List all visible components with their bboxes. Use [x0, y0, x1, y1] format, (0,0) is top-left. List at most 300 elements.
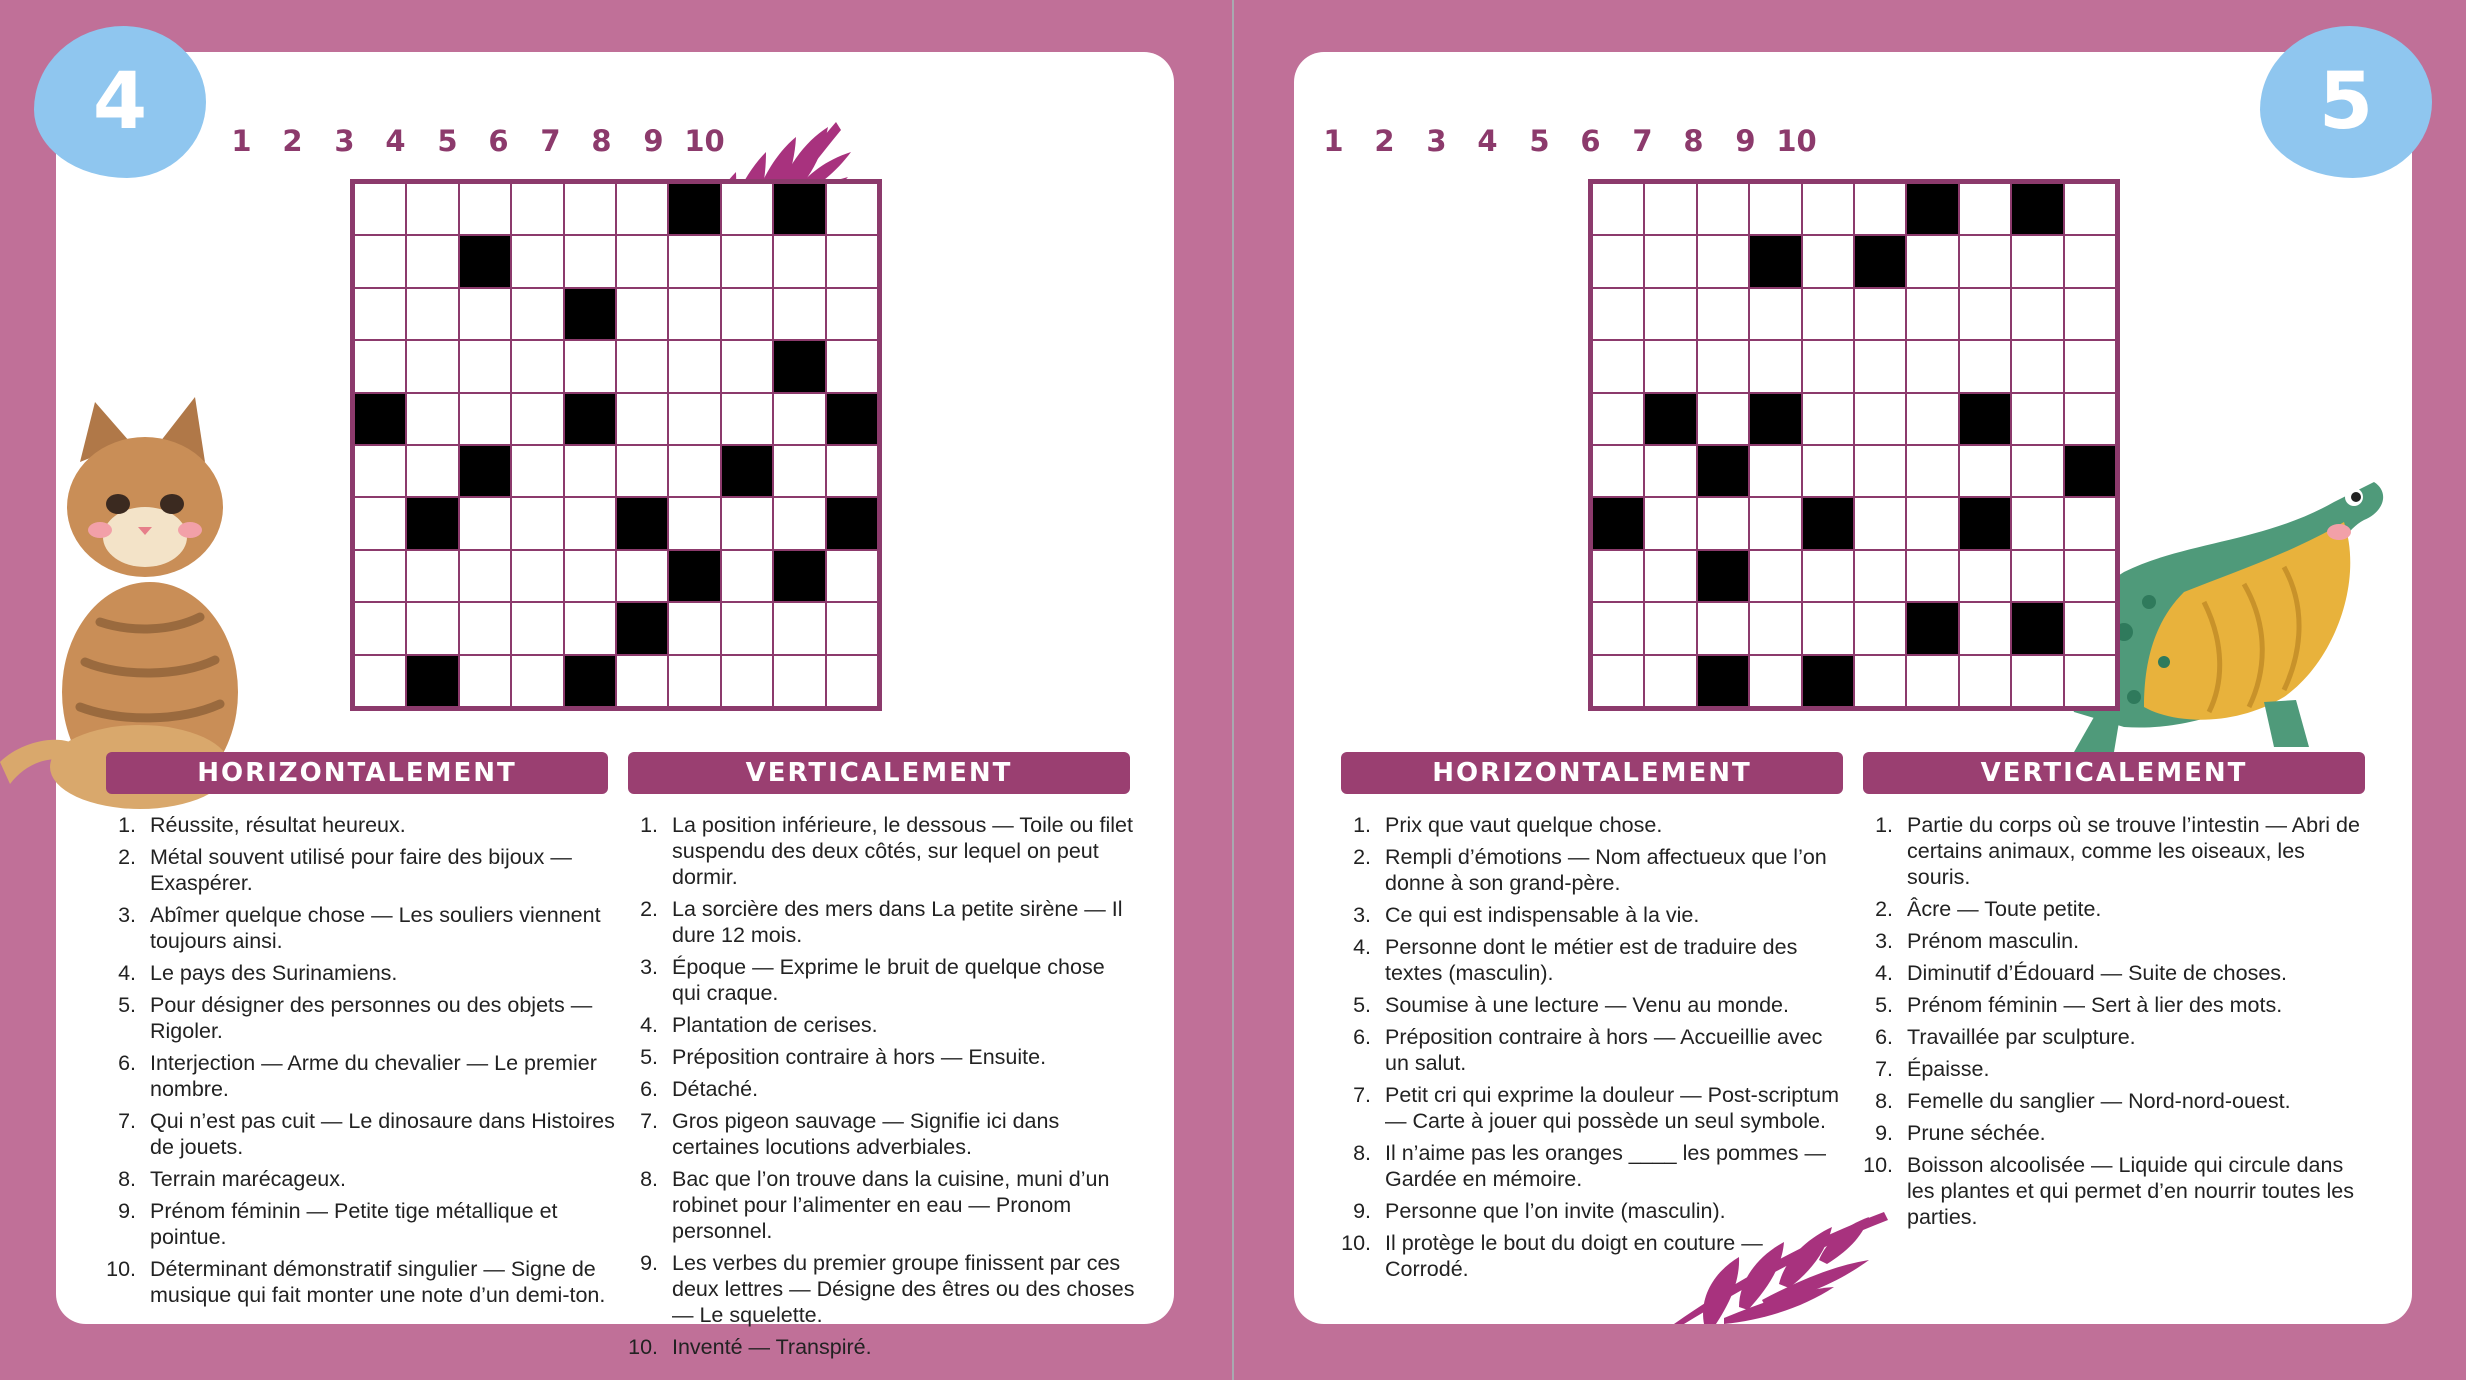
- clue-text: Prénom féminin — Sert à lier des mots.: [1907, 993, 2283, 1017]
- grid-cell[interactable]: [774, 289, 824, 339]
- grid-cell[interactable]: [565, 236, 615, 286]
- grid-cell[interactable]: [774, 498, 824, 548]
- grid-cell[interactable]: [512, 184, 562, 234]
- grid-cell[interactable]: [460, 289, 510, 339]
- clue-item: [1863, 1152, 2373, 1230]
- grid-cell[interactable]: [617, 289, 667, 339]
- clue-number: 10.: [1863, 1153, 1893, 1177]
- grid-cell[interactable]: [1803, 236, 1853, 286]
- grid-cell[interactable]: [565, 498, 615, 548]
- grid-cell[interactable]: [1803, 184, 1853, 234]
- grid-cell[interactable]: [2012, 236, 2062, 286]
- grid-cell[interactable]: [1698, 341, 1748, 391]
- grid-cell[interactable]: [1645, 603, 1695, 653]
- grid-cell[interactable]: [1593, 184, 1643, 234]
- grid-cell[interactable]: [669, 656, 719, 706]
- clue-number: 7.: [640, 1109, 658, 1133]
- black-cell: [722, 446, 772, 496]
- grid-cell[interactable]: [617, 656, 667, 706]
- grid-cell[interactable]: [512, 289, 562, 339]
- black-cell: [460, 236, 510, 286]
- clue-text: Inventé — Transpiré.: [672, 1335, 872, 1359]
- clue-item: [628, 1334, 1138, 1360]
- grid-cell[interactable]: [1645, 341, 1695, 391]
- clue-item: [1341, 1140, 1851, 1192]
- grid-cell[interactable]: [407, 184, 457, 234]
- grid-cell[interactable]: [1907, 289, 1957, 339]
- column-number: 7: [1632, 124, 1653, 158]
- clue-text: Travaillée par sculpture.: [1907, 1025, 2136, 1049]
- grid-cell[interactable]: [1960, 603, 2010, 653]
- grid-cell[interactable]: [669, 289, 719, 339]
- clue-number: 4.: [640, 1013, 658, 1037]
- clue-text: Prénom féminin — Petite tige métallique et pointue.: [150, 1199, 558, 1249]
- grid-cell[interactable]: [1960, 289, 2010, 339]
- grid-cell[interactable]: [1645, 446, 1695, 496]
- grid-cell[interactable]: [774, 394, 824, 444]
- grid-cell[interactable]: [617, 236, 667, 286]
- puzzle-page-5: [1294, 52, 2412, 1324]
- clue-item: [106, 1050, 616, 1102]
- clue-item: [628, 1250, 1138, 1328]
- grid-cell[interactable]: [1855, 551, 1905, 601]
- column-number: 10: [1776, 124, 1817, 158]
- black-cell: [1960, 498, 2010, 548]
- grid-cell[interactable]: [2012, 289, 2062, 339]
- grid-cell[interactable]: [669, 394, 719, 444]
- grid-cell[interactable]: [1750, 498, 1800, 548]
- black-cell: [355, 394, 405, 444]
- column-number: 9: [643, 124, 664, 158]
- grid-cell[interactable]: [2065, 498, 2115, 548]
- grid-cell[interactable]: [1750, 289, 1800, 339]
- grid-cell[interactable]: [1750, 446, 1800, 496]
- grid-cell[interactable]: [1907, 551, 1957, 601]
- grid-cell[interactable]: [827, 603, 877, 653]
- down-header: VERTICALEMENT: [1863, 752, 2365, 794]
- black-cell: [565, 394, 615, 444]
- clue-number: 1.: [1875, 813, 1893, 837]
- grid-cell[interactable]: [2012, 394, 2062, 444]
- grid-cell[interactable]: [2065, 551, 2115, 601]
- clue-item: [1341, 812, 1851, 838]
- clue-text: Terrain marécageux.: [150, 1167, 346, 1191]
- grid-cell[interactable]: [565, 341, 615, 391]
- grid-cell[interactable]: [407, 603, 457, 653]
- clue-item: [1341, 1198, 1851, 1224]
- grid-cell[interactable]: [355, 236, 405, 286]
- clue-text: Prix que vaut quelque chose.: [1385, 813, 1663, 837]
- clue-item: [106, 844, 616, 896]
- grid-cell[interactable]: [1593, 446, 1643, 496]
- grid-cell[interactable]: [1960, 551, 2010, 601]
- grid-cell[interactable]: [355, 656, 405, 706]
- grid-cell[interactable]: [1593, 394, 1643, 444]
- grid-cell[interactable]: [1960, 446, 2010, 496]
- clue-number: 3.: [1875, 929, 1893, 953]
- clue-number: 9.: [118, 1199, 136, 1223]
- grid-cell[interactable]: [774, 603, 824, 653]
- grid-cell[interactable]: [1593, 603, 1643, 653]
- grid-cell[interactable]: [1803, 446, 1853, 496]
- clue-number: 3.: [640, 955, 658, 979]
- clue-number: 2.: [1353, 845, 1371, 869]
- grid-cell[interactable]: [1593, 551, 1643, 601]
- grid-cell[interactable]: [827, 656, 877, 706]
- clue-number: 6.: [1875, 1025, 1893, 1049]
- clue-text: Détaché.: [672, 1077, 759, 1101]
- clue-text: Femelle du sanglier — Nord-nord-ouest.: [1907, 1089, 2291, 1113]
- grid-cell[interactable]: [669, 236, 719, 286]
- column-number: 7: [540, 124, 561, 158]
- grid-cell[interactable]: [774, 656, 824, 706]
- grid-cell[interactable]: [1907, 498, 1957, 548]
- grid-cell[interactable]: [460, 184, 510, 234]
- grid-cell[interactable]: [1960, 184, 2010, 234]
- clue-text: Prénom masculin.: [1907, 929, 2080, 953]
- grid-cell[interactable]: [355, 551, 405, 601]
- black-cell: [669, 551, 719, 601]
- clue-text: Le pays des Surinamiens.: [150, 961, 398, 985]
- clue-item: [628, 896, 1138, 948]
- grid-cell[interactable]: [512, 603, 562, 653]
- clue-number: 1.: [118, 813, 136, 837]
- grid-cell[interactable]: [617, 341, 667, 391]
- clue-text: Qui n’est pas cuit — Le dinosaure dans Histoires de jouets.: [150, 1109, 615, 1159]
- grid-cell[interactable]: [827, 341, 877, 391]
- grid-cell[interactable]: [512, 394, 562, 444]
- grid-cell[interactable]: [565, 184, 615, 234]
- down-clues: [628, 812, 1138, 1366]
- grid-cell[interactable]: [565, 603, 615, 653]
- grid-cell[interactable]: [2012, 551, 2062, 601]
- grid-cell[interactable]: [512, 341, 562, 391]
- grid-cell[interactable]: [460, 341, 510, 391]
- clue-number: 4.: [118, 961, 136, 985]
- grid-cell[interactable]: [1750, 184, 1800, 234]
- grid-cell[interactable]: [1907, 656, 1957, 706]
- grid-cell[interactable]: [722, 341, 772, 391]
- column-number: 1: [1323, 124, 1344, 158]
- grid-cell[interactable]: [1698, 394, 1748, 444]
- clue-item: [1863, 812, 2373, 890]
- grid-cell[interactable]: [1698, 498, 1748, 548]
- grid-cell[interactable]: [407, 446, 457, 496]
- clue-text: Âcre — Toute petite.: [1907, 897, 2102, 921]
- grid-cell[interactable]: [1907, 446, 1957, 496]
- grid-cell[interactable]: [407, 394, 457, 444]
- across-header: HORIZONTALEMENT: [1341, 752, 1843, 794]
- grid-cell[interactable]: [1803, 341, 1853, 391]
- clue-number: 10.: [628, 1335, 658, 1359]
- grid-cell[interactable]: [1645, 656, 1695, 706]
- grid-cell[interactable]: [722, 289, 772, 339]
- column-number: 8: [1683, 124, 1704, 158]
- grid-cell[interactable]: [1960, 236, 2010, 286]
- grid-cell[interactable]: [722, 603, 772, 653]
- clue-item: [1341, 1082, 1851, 1134]
- clue-item: [628, 1044, 1138, 1070]
- grid-cell[interactable]: [1855, 184, 1905, 234]
- grid-cell[interactable]: [355, 446, 405, 496]
- column-number: 6: [488, 124, 509, 158]
- black-cell: [2012, 603, 2062, 653]
- clue-item: [106, 960, 616, 986]
- black-cell: [669, 184, 719, 234]
- grid-cell[interactable]: [460, 603, 510, 653]
- grid-cell[interactable]: [2012, 498, 2062, 548]
- clue-text: Personne que l’on invite (masculin).: [1385, 1199, 1726, 1223]
- column-number: 4: [385, 124, 406, 158]
- clue-number: 9.: [1875, 1121, 1893, 1145]
- grid-cell[interactable]: [722, 551, 772, 601]
- clue-text: Diminutif d’Édouard — Suite de choses.: [1907, 961, 2288, 985]
- grid-cell[interactable]: [2065, 289, 2115, 339]
- grid-cell[interactable]: [1907, 341, 1957, 391]
- grid-cell[interactable]: [1803, 289, 1853, 339]
- clue-text: La position inférieure, le dessous — Toile ou filet suspendu des deux côtés, sur lequel on peut dormir.: [672, 813, 1133, 889]
- grid-cell[interactable]: [1907, 236, 1957, 286]
- grid-cell[interactable]: [1750, 603, 1800, 653]
- clue-item: [1863, 960, 2373, 986]
- grid-cell[interactable]: [1593, 656, 1643, 706]
- column-number: 6: [1580, 124, 1601, 158]
- grid-cell[interactable]: [827, 289, 877, 339]
- page-fold: [1232, 0, 1234, 1380]
- black-cell: [1803, 656, 1853, 706]
- clue-item: [1863, 1088, 2373, 1114]
- clue-number: 5.: [1353, 993, 1371, 1017]
- grid-cell[interactable]: [827, 446, 877, 496]
- grid-cell[interactable]: [355, 603, 405, 653]
- grid-cell[interactable]: [2065, 341, 2115, 391]
- grid-cell[interactable]: [1698, 184, 1748, 234]
- clue-number: 4.: [1353, 935, 1371, 959]
- grid-cell[interactable]: [1645, 551, 1695, 601]
- grid-cell[interactable]: [2012, 656, 2062, 706]
- clue-number: 2.: [640, 897, 658, 921]
- grid-cell[interactable]: [1593, 236, 1643, 286]
- grid-cell[interactable]: [2065, 236, 2115, 286]
- clue-text: Les verbes du premier groupe finissent par ces deux lettres — Désigne des êtres ou des choses — Le squelette.: [672, 1251, 1135, 1327]
- grid-cell[interactable]: [1750, 551, 1800, 601]
- column-number: 10: [684, 124, 725, 158]
- grid-cell[interactable]: [722, 656, 772, 706]
- puzzle-page-4: [56, 52, 1174, 1359]
- column-number: 4: [1477, 124, 1498, 158]
- grid-cell[interactable]: [2065, 184, 2115, 234]
- clue-number: 8.: [1353, 1141, 1371, 1165]
- grid-cell[interactable]: [1698, 236, 1748, 286]
- black-cell: [2012, 184, 2062, 234]
- grid-cell[interactable]: [1593, 289, 1643, 339]
- black-cell: [460, 446, 510, 496]
- grid-cell[interactable]: [2012, 341, 2062, 391]
- clue-number: 6.: [640, 1077, 658, 1101]
- clue-item: [1341, 992, 1851, 1018]
- grid-cell[interactable]: [1855, 603, 1905, 653]
- grid-cell[interactable]: [722, 498, 772, 548]
- grid-cell[interactable]: [1960, 341, 2010, 391]
- black-cell: [774, 184, 824, 234]
- clue-text: Préposition contraire à hors — Accueillie avec un salut.: [1385, 1025, 1823, 1075]
- grid-cell[interactable]: [1645, 289, 1695, 339]
- grid-cell[interactable]: [512, 498, 562, 548]
- clue-text: Pour désigner des personnes ou des objets — Rigoler.: [150, 993, 593, 1043]
- black-cell: [2065, 446, 2115, 496]
- clue-number: 4.: [1875, 961, 1893, 985]
- clue-item: [1863, 928, 2373, 954]
- clue-text: Partie du corps où se trouve l’intestin — Abri de certains animaux, comme les oiseaux, les souris.: [1907, 813, 2360, 889]
- grid-cell[interactable]: [355, 184, 405, 234]
- grid-cell[interactable]: [1698, 603, 1748, 653]
- grid-cell[interactable]: [1750, 656, 1800, 706]
- grid-cell[interactable]: [407, 341, 457, 391]
- down-header: VERTICALEMENT: [628, 752, 1130, 794]
- clue-text: Réussite, résultat heureux.: [150, 813, 406, 837]
- grid-cell[interactable]: [722, 394, 772, 444]
- clue-text: Boisson alcoolisée — Liquide qui circule dans les plantes et qui permet d’en nourrir toutes les parties.: [1907, 1153, 2354, 1229]
- column-number: 2: [1374, 124, 1395, 158]
- black-cell: [1907, 603, 1957, 653]
- grid-cell[interactable]: [1855, 394, 1905, 444]
- grid-cell[interactable]: [774, 446, 824, 496]
- clue-text: Bac que l’on trouve dans la cuisine, muni d’un robinet pour l’alimenter en eau — Pronom personnel.: [672, 1167, 1110, 1243]
- black-cell: [1855, 236, 1905, 286]
- clue-number: 7.: [1353, 1083, 1371, 1107]
- grid-cell[interactable]: [460, 394, 510, 444]
- grid-cell[interactable]: [1855, 289, 1905, 339]
- grid-cell[interactable]: [1645, 184, 1695, 234]
- grid-cell[interactable]: [722, 236, 772, 286]
- grid-cell[interactable]: [512, 446, 562, 496]
- grid-cell[interactable]: [1750, 341, 1800, 391]
- grid-cell[interactable]: [1803, 394, 1853, 444]
- grid-cell[interactable]: [355, 498, 405, 548]
- grid-cell[interactable]: [460, 656, 510, 706]
- grid-cell[interactable]: [2065, 656, 2115, 706]
- clue-number: 1.: [1353, 813, 1371, 837]
- grid-cell[interactable]: [512, 551, 562, 601]
- clue-item: [106, 1256, 616, 1308]
- grid-cell[interactable]: [407, 551, 457, 601]
- clue-number: 1.: [640, 813, 658, 837]
- grid-cell[interactable]: [617, 394, 667, 444]
- grid-cell[interactable]: [617, 446, 667, 496]
- grid-cell[interactable]: [1855, 341, 1905, 391]
- black-cell: [827, 498, 877, 548]
- black-cell: [1698, 656, 1748, 706]
- clue-number: 6.: [1353, 1025, 1371, 1049]
- column-number: 5: [1529, 124, 1550, 158]
- clue-item: [628, 1076, 1138, 1102]
- grid-cell[interactable]: [565, 446, 615, 496]
- clue-number: 3.: [118, 903, 136, 927]
- grid-cell[interactable]: [1803, 603, 1853, 653]
- black-cell: [617, 498, 667, 548]
- grid-cell[interactable]: [1645, 236, 1695, 286]
- clue-item: [1863, 1120, 2373, 1146]
- grid-cell[interactable]: [565, 551, 615, 601]
- grid-cell[interactable]: [669, 498, 719, 548]
- grid-cell[interactable]: [1698, 289, 1748, 339]
- grid-cell[interactable]: [617, 184, 667, 234]
- grid-cell[interactable]: [1907, 394, 1957, 444]
- grid-cell[interactable]: [1855, 446, 1905, 496]
- grid-cell[interactable]: [1803, 551, 1853, 601]
- clue-item: [1863, 896, 2373, 922]
- black-cell: [1803, 498, 1853, 548]
- column-number: 2: [282, 124, 303, 158]
- grid-cell[interactable]: [827, 236, 877, 286]
- grid-cell[interactable]: [669, 446, 719, 496]
- clue-item: [106, 902, 616, 954]
- clue-text: Préposition contraire à hors — Ensuite.: [672, 1045, 1047, 1069]
- grid-cell[interactable]: [512, 236, 562, 286]
- page-number-badge: 5: [2260, 26, 2432, 178]
- clue-item: [1341, 1024, 1851, 1076]
- grid-cell[interactable]: [2012, 446, 2062, 496]
- clue-item: [1341, 934, 1851, 986]
- grid-cell[interactable]: [827, 551, 877, 601]
- grid-cell[interactable]: [512, 656, 562, 706]
- column-number: 9: [1735, 124, 1756, 158]
- grid-cell[interactable]: [407, 289, 457, 339]
- page-number-badge: 4: [34, 26, 206, 178]
- clue-number: 5.: [640, 1045, 658, 1069]
- black-cell: [407, 656, 457, 706]
- grid-cell[interactable]: [774, 236, 824, 286]
- clue-number: 2.: [1875, 897, 1893, 921]
- column-number: 8: [591, 124, 612, 158]
- grid-cell[interactable]: [2065, 394, 2115, 444]
- grid-cell[interactable]: [669, 341, 719, 391]
- clue-number: 10.: [106, 1257, 136, 1281]
- black-cell: [1750, 394, 1800, 444]
- black-cell: [1907, 184, 1957, 234]
- clue-item: [106, 992, 616, 1044]
- clue-text: Épaisse.: [1907, 1057, 1990, 1081]
- grid-cell[interactable]: [355, 289, 405, 339]
- grid-cell[interactable]: [2065, 603, 2115, 653]
- clue-number: 9.: [1353, 1199, 1371, 1223]
- grid-cell[interactable]: [1855, 656, 1905, 706]
- grid-cell[interactable]: [617, 551, 667, 601]
- clue-number: 3.: [1353, 903, 1371, 927]
- grid-cell[interactable]: [1960, 656, 2010, 706]
- grid-cell[interactable]: [355, 341, 405, 391]
- grid-cell[interactable]: [1645, 498, 1695, 548]
- clue-item: [628, 812, 1138, 890]
- grid-cell[interactable]: [669, 603, 719, 653]
- black-cell: [774, 551, 824, 601]
- grid-cell[interactable]: [1855, 498, 1905, 548]
- clue-text: Déterminant démonstratif singulier — Signe de musique qui fait monter une note d’un demi-ton.: [150, 1257, 606, 1307]
- clue-text: Soumise à une lecture — Venu au monde.: [1385, 993, 1789, 1017]
- grid-cell[interactable]: [1593, 341, 1643, 391]
- clue-item: [106, 1198, 616, 1250]
- grid-cell[interactable]: [827, 184, 877, 234]
- clue-text: Interjection — Arme du chevalier — Le premier nombre.: [150, 1051, 597, 1101]
- clue-text: Abîmer quelque chose — Les souliers viennent toujours ainsi.: [150, 903, 601, 953]
- grid-cell[interactable]: [460, 551, 510, 601]
- grid-cell[interactable]: [722, 184, 772, 234]
- column-number: 3: [334, 124, 355, 158]
- clue-text: Gros pigeon sauvage — Signifie ici dans certaines locutions adverbiales.: [672, 1109, 1060, 1159]
- grid-cell[interactable]: [407, 236, 457, 286]
- grid-cell[interactable]: [460, 498, 510, 548]
- clue-number: 8.: [1875, 1089, 1893, 1113]
